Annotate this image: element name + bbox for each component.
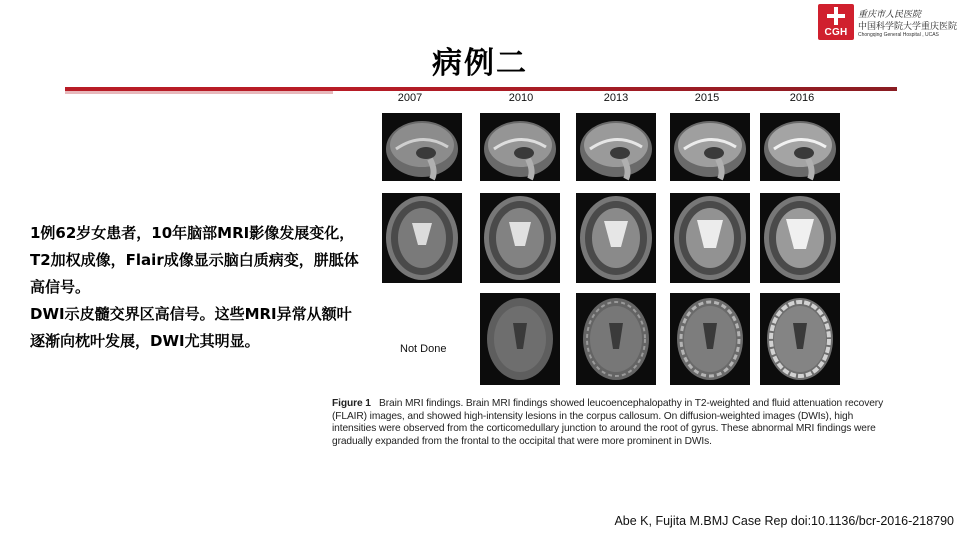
mri-axial-flair-scan — [480, 193, 560, 283]
mri-sagittal-scan — [670, 113, 750, 181]
mri-dwi-scan — [480, 293, 560, 385]
mri-dwi-scan — [576, 293, 656, 385]
logo-emblem — [818, 4, 854, 40]
mri-axial-flair-scan — [382, 193, 462, 283]
logo-abbr: CGH — [824, 27, 848, 38]
figure-caption — [332, 398, 898, 448]
not-done-label: Not Done — [400, 343, 447, 355]
year-label: 2013 — [603, 92, 629, 104]
mri-dwi-scan — [670, 293, 750, 385]
mri-axial-flair-scan — [670, 193, 750, 283]
case-paragraph-1: 1例62岁女患者，10年脑部MRI影像发展变化，T2加权成像，Flair成像显示脑白质病变，胼胝体高信号。 — [30, 224, 359, 296]
mri-sagittal-scan — [576, 113, 656, 181]
mri-sagittal-scan — [382, 113, 462, 181]
mri-figure — [330, 88, 900, 458]
logo-line-1: 重庆市人民医院 — [858, 10, 922, 20]
year-label: 2015 — [694, 92, 720, 104]
hospital-logo — [818, 4, 958, 42]
mri-axial-flair-scan — [760, 193, 840, 283]
title-divider-accent — [65, 91, 333, 94]
figure-caption-text: Brain MRI findings. Brain MRI findings showed leucoencephalopathy in T2-weighted and fluid attenuation recovery (FLAIR) images, and showed high-intensity lesions in the corpus callosum. On diffusion-weighted images (DWIs), high intensities were observed from the corticomedullary junction to around the root of gyrus. These abnormal MRI findings were gradually expanded from the frontal to the occipital that were more prominent in DWIs. — [332, 398, 884, 447]
logo-line-3: Chongqing General Hospital , UCAS — [858, 32, 939, 38]
citation: Abe K, Fujita M.BMJ Case Rep doi:10.1136/bcr-2016-218790 — [614, 514, 954, 528]
mri-sagittal-scan — [760, 113, 840, 181]
mri-axial-flair-scan — [576, 193, 656, 283]
cross-icon — [827, 7, 845, 25]
logo-line-2-main: 中国科学院大学重庆医院 — [858, 22, 958, 32]
logo-line-2 — [858, 19, 957, 32]
year-label: 2010 — [508, 92, 534, 104]
year-label: 2007 — [397, 92, 423, 104]
year-label: 2016 — [789, 92, 815, 104]
mri-dwi-scan — [760, 293, 840, 385]
case-description — [30, 220, 360, 355]
mri-sagittal-scan — [480, 113, 560, 181]
figure-caption-label: Figure 1 — [332, 398, 371, 409]
slide-title: 病例二 — [432, 46, 528, 81]
case-paragraph-2: DWI示皮髓交界区高信号。这些MRI异常从额叶逐渐向枕叶发展，DWI尤其明显。 — [30, 305, 352, 350]
